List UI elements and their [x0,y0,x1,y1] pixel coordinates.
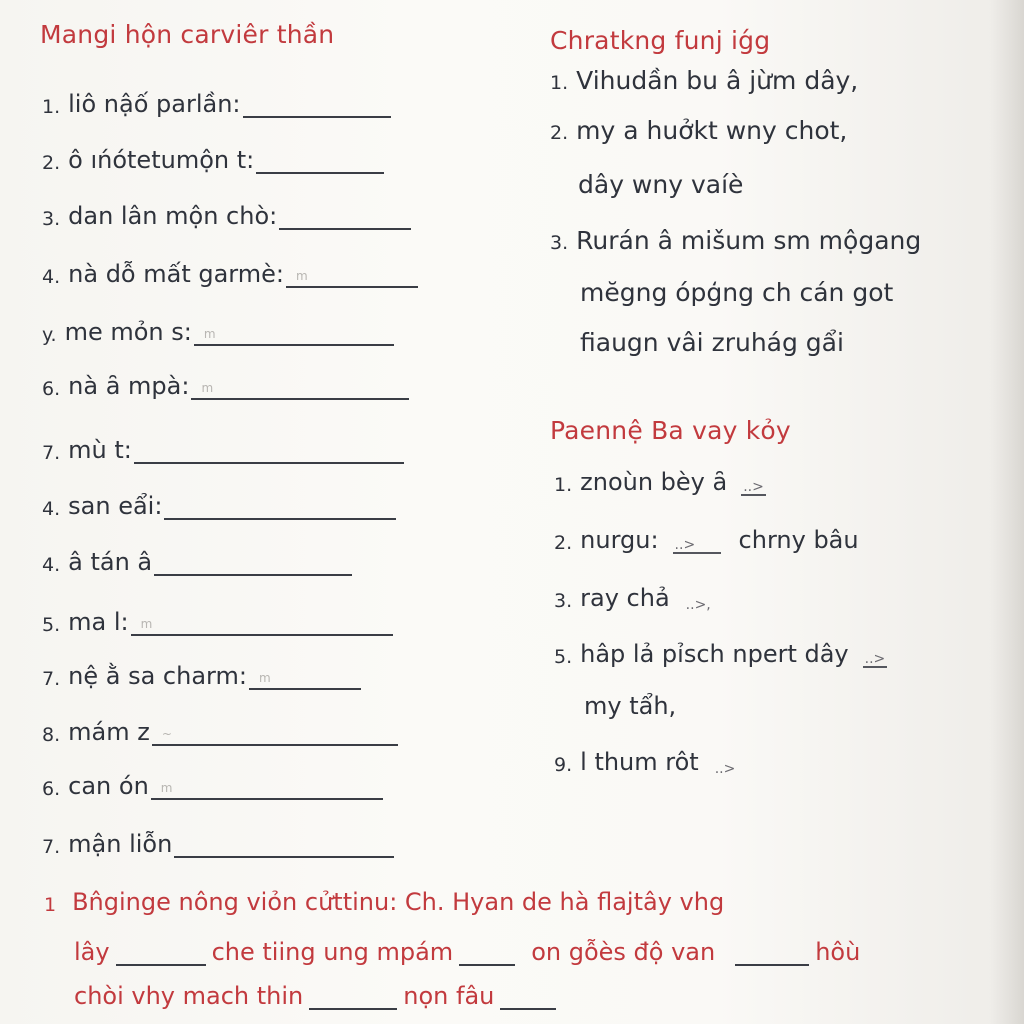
answer-blank[interactable] [243,96,391,118]
answer-blank[interactable]: ..> [714,761,736,777]
answer-blank[interactable]: m [131,614,393,636]
fill-item-3 [42,202,411,230]
item-label: mận liỗn [68,830,173,858]
item-number: 4. [42,498,61,520]
hint-item-2: 2. nurgu: ..> chrny bâu [554,526,859,554]
answer-blank[interactable] [500,990,556,1010]
fill-item-7 [42,436,404,464]
hint-item-4: 5. hâp lả pỉsch npert dây ..> [554,640,886,668]
page-edge-shadow [990,0,1024,1024]
item-label: nà dỗ mất garmè: [68,260,284,288]
item-number: 4. [42,554,61,576]
item-label: liô nậố parlần: [68,90,241,118]
hint-item-5: 9. l thum rôt ..> [554,748,736,777]
item-number: 7. [42,442,61,464]
bottom-line-1: 1 Bn̂ginge nông viỏn cửttinu: Ch. Hyan de hà flajtây vhg [44,888,725,916]
fill-item-1 [42,90,391,118]
answer-blank[interactable] [256,152,384,174]
fill-item-2 [42,146,384,174]
item-number: 5. [42,614,61,636]
answer-blank[interactable]: m [151,778,383,800]
answer-blank[interactable] [459,946,515,966]
fill-item-13 [42,772,383,800]
answer-blank[interactable] [309,990,397,1010]
item-label: san eẩi: [68,492,163,520]
bottom-line-3: chòi vhy mach thin nọn fâu [74,982,562,1010]
answer-blank[interactable] [134,442,404,464]
fill-item-10 [42,608,393,636]
item-number: 7. [42,668,61,690]
hint-item-3: 3. ray chả ..>, [554,584,711,613]
fill-item-14 [42,830,394,858]
item-number: 4. [42,266,61,288]
item-number: 8. [42,724,61,746]
item-label: â tán â [68,548,153,576]
fill-item-9 [42,548,352,576]
answer-blank[interactable]: m [286,266,418,288]
item-label: ma l: [68,608,129,636]
fill-item-5 [42,318,394,346]
hint-item-1: 1. znoùn bèy ȃ ..> [554,468,764,496]
list-item-continuation: mĕgng ópģng ch cán got [580,278,894,307]
item-label: nệ ằ sa charm: [68,662,247,690]
answer-blank[interactable]: m [191,378,409,400]
answer-blank[interactable]: ..> [673,538,721,554]
answer-blank[interactable]: ..>, [685,597,711,613]
bottom-line-2: lây che tiing ung mpám on gỗès độ van hôù [74,938,861,966]
list-item-continuation: dây wny vaíè [578,170,744,199]
answer-blank[interactable] [279,208,411,230]
fill-item-4 [42,260,418,288]
answer-blank[interactable] [735,946,809,966]
item-label: me mỏn s: [64,318,192,346]
answer-blank[interactable]: ..> [743,479,764,495]
answer-blank[interactable] [164,498,396,520]
fill-item-6 [42,372,409,400]
item-number: 6. [42,378,61,400]
fill-item-11 [42,662,361,690]
item-number: 1. [42,96,61,118]
answer-blank[interactable]: m [249,668,361,690]
hint-item-4-continuation: my tẩh, [584,692,677,720]
fill-item-12 [42,718,398,746]
item-number: y. [42,324,57,346]
item-label: mám z [68,718,150,746]
right-heading-1: Chratkng funj iǵg [550,26,771,55]
right-heading-2: Paennệ Ba vay kỏy [550,416,791,445]
item-label: mù t: [68,436,132,464]
list-item-continuation: fiaugn vâi zruhág gẩi [580,328,844,357]
item-label: dan lân mộn chò: [68,202,278,230]
item-number: 6. [42,778,61,800]
item-label: nà ȃ mpà: [68,372,190,400]
answer-blank[interactable]: ~ [152,724,398,746]
item-number: 7. [42,836,61,858]
item-number: 2. [42,152,61,174]
item-label: can ón [68,772,149,800]
answer-blank[interactable]: ..> [864,651,886,667]
fill-item-8 [42,492,396,520]
list-item: 2. my a huởkt wny chot, [550,116,848,145]
answer-blank[interactable] [174,836,394,858]
left-heading: Mangi hộn carviêr thần [40,20,335,49]
answer-blank[interactable]: m [194,324,394,346]
list-item: 3. Rurán â mišum sm mộgang [550,226,922,255]
answer-blank[interactable] [116,946,206,966]
item-number: 3. [42,208,61,230]
answer-blank[interactable] [154,554,352,576]
item-label: ô ıńótetumộn t: [68,146,255,174]
list-item: 1. Vihudần bu â jừm dây, [550,66,859,95]
